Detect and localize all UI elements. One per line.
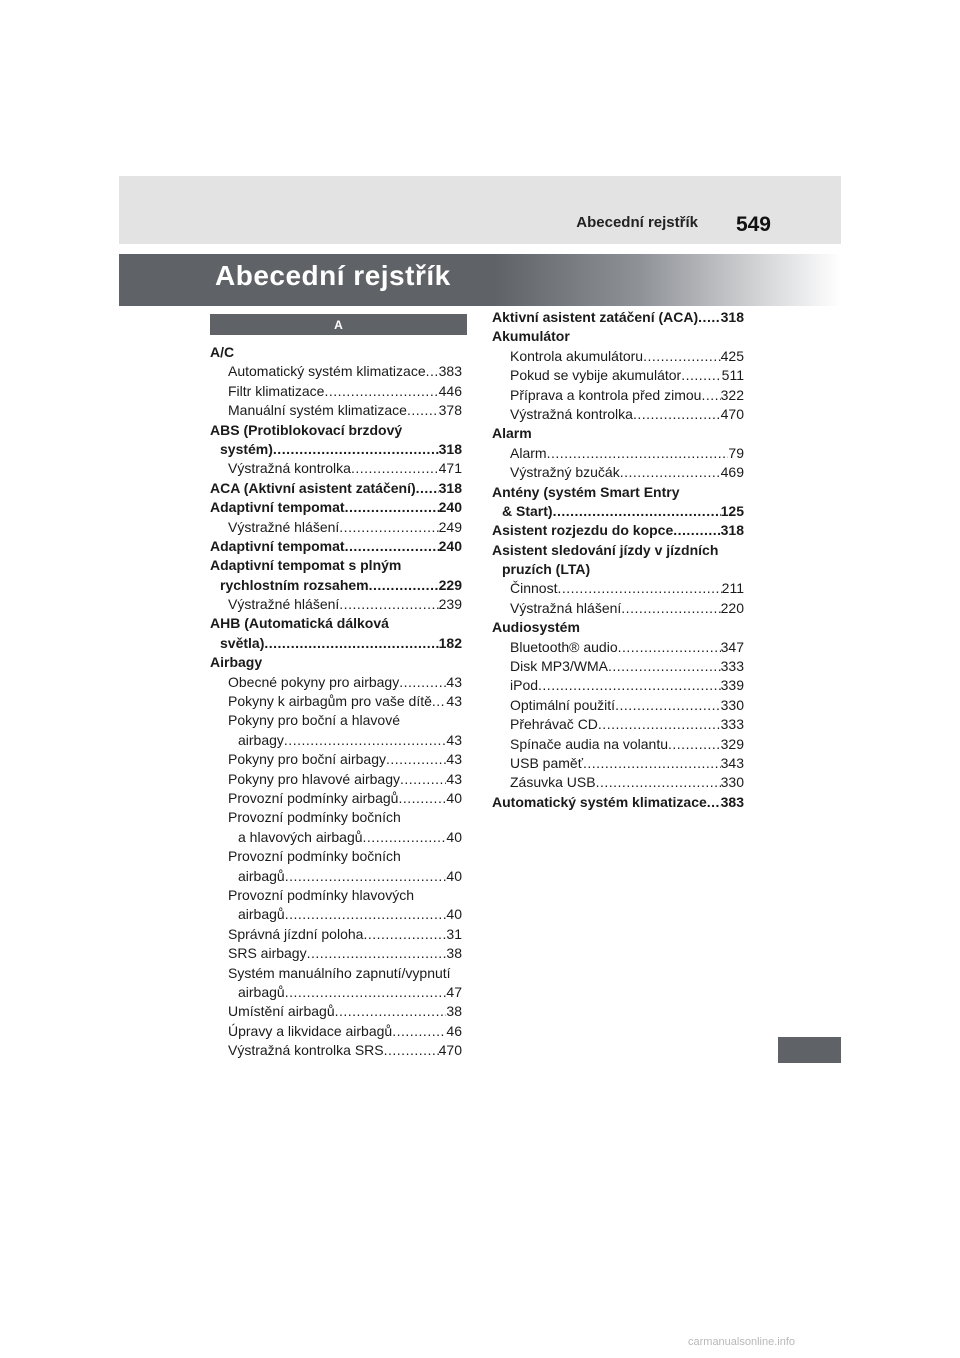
index-entry-page: 330 <box>720 696 744 713</box>
leader-dots <box>363 828 447 847</box>
leader-dots <box>707 793 721 812</box>
index-entry-page: 383 <box>720 793 744 810</box>
index-entry <box>210 479 462 498</box>
index-entry-page: 511 <box>721 367 744 384</box>
index-entry-label: rychlostním rozsahem <box>220 576 369 593</box>
index-entry <box>210 518 462 537</box>
index-entry <box>492 424 744 443</box>
leader-dots <box>339 595 438 614</box>
index-entry <box>210 983 462 1002</box>
index-entry <box>492 308 744 327</box>
index-entry-page: 318 <box>720 309 744 325</box>
index-entry-label: Výstražná hlášení <box>510 599 622 616</box>
leader-dots <box>618 638 721 657</box>
running-title: Abecední rejstřík <box>576 214 698 231</box>
index-entry-label: Airbagy <box>210 654 263 671</box>
leader-dots <box>426 362 439 381</box>
index-entry-page: 339 <box>720 677 744 694</box>
index-entry-label: Audiosystém <box>492 619 580 636</box>
index-entry-label: Příprava a kontrola před zimou <box>510 386 702 403</box>
index-entry-label: ACA (Aktivní asistent zatáčení) <box>210 479 416 496</box>
index-entry-page: 229 <box>438 576 462 593</box>
index-entry <box>492 483 744 502</box>
index-entry <box>492 444 744 463</box>
index-entry-label: Adaptivní tempomat s plným <box>210 557 402 574</box>
index-entry-label: airbagů <box>238 906 285 923</box>
leader-dots <box>416 479 439 498</box>
index-entry-page: 79 <box>728 444 744 461</box>
watermark: carmanualsonline.info <box>688 1336 796 1348</box>
index-entry-label: airbagů <box>238 867 285 884</box>
leader-dots <box>608 657 721 676</box>
index-entry-page: 240 <box>438 499 462 516</box>
leader-dots <box>386 750 446 769</box>
index-entry <box>210 556 462 575</box>
index-entry-page: 240 <box>438 537 462 554</box>
index-entry-label: Výstražné hlášení <box>228 518 340 535</box>
index-entry <box>492 735 744 754</box>
index-entry-label: airbagy <box>238 731 284 748</box>
leader-dots <box>701 386 720 405</box>
page-number: 549 <box>735 213 771 236</box>
leader-dots <box>392 1022 446 1041</box>
index-entry-page: 182 <box>438 634 462 651</box>
index-entry <box>210 1002 462 1021</box>
index-entry-label: Alarm <box>510 444 547 461</box>
index-entry-label: Pokyny pro boční airbagy <box>228 751 386 768</box>
index-entry-page: 40 <box>446 828 462 845</box>
index-entry <box>210 595 462 614</box>
index-entry-page: 239 <box>438 596 462 613</box>
index-entry-page: 322 <box>720 386 744 403</box>
index-entry <box>210 828 462 847</box>
index-entry-label: A/C <box>210 344 235 360</box>
index-entry <box>210 401 462 420</box>
index-entry-label: Disk MP3/WMA <box>510 658 608 675</box>
index-column-left <box>210 343 462 1060</box>
index-entry <box>210 459 462 478</box>
index-entry <box>210 731 462 750</box>
index-entry <box>210 634 462 653</box>
index-entry-label: Výstražná kontrolka <box>228 460 351 477</box>
index-entry <box>492 657 744 676</box>
index-entry-label: Pokyny pro boční a hlavové <box>228 712 400 729</box>
index-entry-label: USB paměť <box>510 754 583 771</box>
index-entry-page: 333 <box>720 716 744 733</box>
index-entry-label: Provozní podmínky airbagů <box>228 789 399 806</box>
index-entry-label: Zásuvka USB <box>510 774 596 791</box>
leader-dots <box>399 673 446 692</box>
index-entry-label: Přehrávač CD <box>510 716 598 733</box>
index-entry-page: 43 <box>446 751 462 768</box>
leader-dots <box>363 925 446 944</box>
leader-dots <box>307 944 447 963</box>
index-entry-label: Spínače audia na volantu <box>510 735 669 752</box>
index-entry <box>492 541 744 560</box>
index-entry-page: 46 <box>446 1022 462 1039</box>
index-letter-heading: A <box>210 314 467 335</box>
index-entry-page: 249 <box>438 518 462 535</box>
index-entry-label: Pokud se vybije akumulátor <box>510 367 682 384</box>
index-entry <box>492 618 744 637</box>
index-entry-page: 330 <box>720 774 744 791</box>
index-entry-page: 471 <box>438 460 462 477</box>
leader-dots <box>273 440 439 459</box>
index-entry-label: Výstražná kontrolka SRS <box>228 1042 384 1059</box>
index-entry <box>210 362 462 381</box>
index-entry-label: Systém manuálního zapnutí/vypnutí <box>228 964 451 981</box>
index-entry-label: Kontrola akumulátoru <box>510 347 644 364</box>
index-entry-label: Úpravy a likvidace airbagů <box>228 1022 393 1039</box>
leader-dots <box>557 579 721 598</box>
index-entry-page: 347 <box>720 638 744 655</box>
leader-dots <box>400 770 446 789</box>
index-entry-label: Pokyny pro hlavové airbagy <box>228 770 400 787</box>
index-entry-label: Manuální systém klimatizace <box>228 402 407 419</box>
leader-dots <box>538 676 721 695</box>
index-entry <box>492 676 744 695</box>
index-entry-label: Asistent sledování jízdy v jízdních <box>492 541 719 558</box>
index-entry-label: ABS (Protiblokovací brzdový <box>210 421 403 438</box>
index-entry <box>492 599 744 618</box>
index-entry-label: Správná jízdní poloha <box>228 925 364 942</box>
index-entry-page: 470 <box>720 405 744 422</box>
index-entry <box>210 421 462 440</box>
index-entry <box>492 463 744 482</box>
leader-dots <box>615 696 721 715</box>
index-entry-label: airbagů <box>238 983 285 1000</box>
index-entry-page: 40 <box>446 789 462 806</box>
index-entry-page: 38 <box>446 1003 462 1020</box>
leader-dots <box>369 576 439 595</box>
index-entry <box>210 925 462 944</box>
leader-dots <box>553 502 721 521</box>
index-entry <box>492 638 744 657</box>
index-entry-page: 333 <box>720 658 744 675</box>
leader-dots <box>673 521 720 540</box>
leader-dots <box>620 463 721 482</box>
leader-dots <box>547 444 729 463</box>
thumb-tab <box>778 1037 841 1063</box>
leader-dots <box>384 1041 439 1060</box>
index-entry-page: 318 <box>438 440 462 457</box>
index-entry-label: Adaptivní tempomat <box>210 537 345 554</box>
index-entry <box>210 1022 462 1041</box>
index-entry-page: 43 <box>446 770 462 787</box>
index-entry-label: Činnost <box>510 580 558 597</box>
index-entry-label: a hlavových airbagů <box>238 828 363 845</box>
leader-dots <box>681 366 721 385</box>
index-entry <box>210 886 462 905</box>
index-entry-label: iPod <box>510 677 539 694</box>
index-entry-label: Filtr klimatizace <box>228 382 325 399</box>
index-entry-label: SRS airbagy <box>228 945 307 962</box>
index-entry <box>492 560 744 579</box>
index-entry <box>210 847 462 866</box>
index-entry <box>492 754 744 773</box>
index-entry-page: 378 <box>438 402 462 419</box>
index-entry <box>210 944 462 963</box>
leader-dots <box>596 773 721 792</box>
index-entry <box>210 614 462 633</box>
index-entry <box>210 905 462 924</box>
index-entry <box>210 692 462 711</box>
index-entry-page: 40 <box>446 906 462 923</box>
header-band <box>119 176 841 244</box>
index-column-right <box>492 308 744 812</box>
index-entry-page: 40 <box>446 867 462 884</box>
leader-dots <box>324 382 438 401</box>
index-entry-label: Obecné pokyny pro airbagy <box>228 673 400 690</box>
leader-dots <box>335 1002 447 1021</box>
leader-dots <box>284 731 447 750</box>
index-entry-page: 383 <box>438 363 462 380</box>
index-entry <box>210 343 462 362</box>
index-entry-label: Alarm <box>492 425 532 442</box>
index-entry <box>210 537 462 556</box>
index-entry-label: Asistent rozjezdu do kopce <box>492 522 674 539</box>
index-entry-label: Výstražná kontrolka <box>510 405 633 422</box>
index-entry <box>210 498 462 517</box>
index-entry <box>492 386 744 405</box>
index-entry <box>210 382 462 401</box>
leader-dots <box>432 692 447 711</box>
index-entry-label: Antény (systém Smart Entry <box>492 483 680 500</box>
index-entry <box>210 711 462 730</box>
index-entry <box>492 327 744 346</box>
index-entry-page: 31 <box>446 925 462 942</box>
index-entry <box>492 715 744 734</box>
index-entry-page: 318 <box>438 479 462 496</box>
index-entry <box>210 653 462 672</box>
index-entry <box>210 789 462 808</box>
leader-dots <box>345 498 439 517</box>
leader-dots <box>264 634 438 653</box>
index-entry-page: 211 <box>721 580 744 597</box>
index-entry <box>492 793 744 812</box>
index-entry <box>492 405 744 424</box>
index-entry <box>210 808 462 827</box>
index-entry-label: Automatický systém klimatizace <box>492 793 707 810</box>
index-entry-page: 446 <box>438 382 462 399</box>
index-entry-page: 47 <box>446 983 462 1000</box>
index-entry-label: Provozní podmínky hlavových <box>228 886 414 903</box>
index-entry <box>492 521 744 540</box>
leader-dots <box>668 735 721 754</box>
index-entry <box>492 696 744 715</box>
index-entry-page: 125 <box>720 502 744 519</box>
index-entry <box>210 576 462 595</box>
index-entry <box>210 770 462 789</box>
index-entry <box>492 773 744 792</box>
index-entry-page: 38 <box>446 945 462 962</box>
index-entry-label: Provozní podmínky bočních <box>228 809 401 826</box>
index-entry <box>210 1041 462 1060</box>
leader-dots <box>345 537 439 556</box>
index-entry <box>210 440 462 459</box>
index-entry-label: pruzích (LTA) <box>502 561 591 578</box>
index-entry-label: Pokyny k airbagům pro vaše dítě <box>228 693 432 710</box>
index-entry-page: 43 <box>446 693 462 710</box>
index-entry-label: Akumulátor <box>492 328 570 345</box>
index-entry-label: systém) <box>220 440 273 457</box>
index-entry-page: 343 <box>720 754 744 771</box>
index-entry-label: Bluetooth® audio <box>510 638 618 655</box>
index-entry-page: 470 <box>438 1042 462 1059</box>
leader-dots <box>285 905 447 924</box>
index-entry-label: Aktivní asistent zatáčení (ACA) <box>492 309 699 325</box>
index-entry-label: Umístění airbagů <box>228 1003 335 1020</box>
index-entry-page: 329 <box>720 735 744 752</box>
index-entry <box>492 366 744 385</box>
index-entry-page: 318 <box>720 522 744 539</box>
index-entry-label: & Start) <box>502 502 553 519</box>
index-entry <box>210 673 462 692</box>
index-entry-label: Automatický systém klimatizace <box>228 363 426 380</box>
index-entry <box>210 964 462 983</box>
leader-dots <box>583 754 721 773</box>
index-entry-page: 220 <box>720 599 744 616</box>
leader-dots <box>621 599 720 618</box>
index-entry-label: Adaptivní tempomat <box>210 499 345 516</box>
index-entry <box>210 867 462 886</box>
index-entry-label: AHB (Automatická dálková <box>210 615 389 632</box>
index-entry-label: Optimální použití <box>510 696 616 713</box>
leader-dots <box>351 459 439 478</box>
index-entry-page: 425 <box>720 347 744 364</box>
leader-dots <box>598 715 721 734</box>
leader-dots <box>643 347 721 366</box>
leader-dots <box>285 867 447 886</box>
index-entry-page: 43 <box>446 673 462 690</box>
index-entry-page: 469 <box>720 464 744 481</box>
leader-dots <box>407 401 439 420</box>
leader-dots <box>698 308 720 327</box>
index-entry-label: světla) <box>220 634 265 651</box>
leader-dots <box>398 789 446 808</box>
index-entry <box>210 750 462 769</box>
index-entry <box>492 579 744 598</box>
section-title: Abecední rejstřík <box>215 260 451 291</box>
leader-dots <box>633 405 721 424</box>
index-entry <box>492 502 744 521</box>
leader-dots <box>339 518 438 537</box>
leader-dots <box>285 983 447 1002</box>
index-entry-label: Provozní podmínky bočních <box>228 848 401 865</box>
index-entry-page: 43 <box>446 731 462 748</box>
index-entry <box>492 347 744 366</box>
index-entry-label: Výstražný bzučák <box>510 464 620 481</box>
index-entry-label: Výstražné hlášení <box>228 596 340 613</box>
